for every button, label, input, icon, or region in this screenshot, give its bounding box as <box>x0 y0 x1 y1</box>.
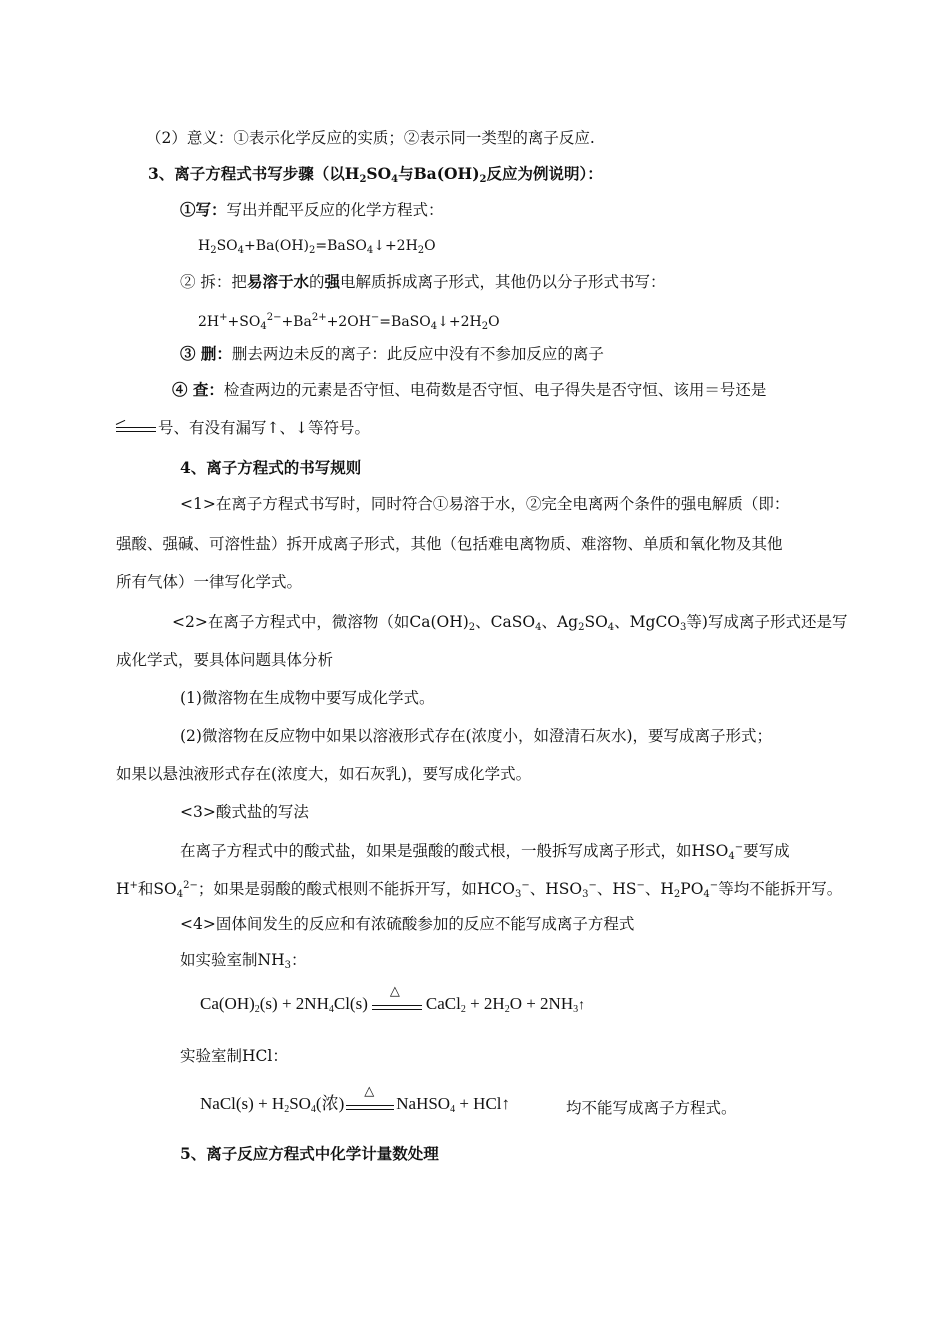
hcl-caption: 实验室制HCl： <box>180 1047 288 1065</box>
equation-nh3: $Ca(OH)_2(s) + 2NH_4Cl(s)$ △ CaCl$_2$ + $2H_2O$ + $2NH_3↑$ <box>200 983 586 1015</box>
equation-ionic: $2H^++SO_4^{2-}+Ba^{2+}+2OH^-=BaSO_4↓+2H_2O$ <box>198 312 500 332</box>
step-write: ①写：写出并配平反应的化学方程式： <box>180 200 444 219</box>
rule-2-point-1: (1)微溶物在生成物中要写成化学式。 <box>180 689 435 707</box>
rule-3-title: <3>酸式盐的写法 <box>180 803 309 821</box>
rule-4-title: <4>固体间发生的反应和有浓硫酸参加的反应不能写成离子方程式 <box>180 915 635 933</box>
heat-symbol-icon: △ <box>364 1083 375 1098</box>
nh3-caption: 如实验室制$NH_3$： <box>180 951 307 971</box>
equation-note: 均不能写成离子方程式。 <box>566 1099 737 1117</box>
reaction-equals-sign <box>372 1005 422 1010</box>
step-check: ④ 查：检查两边的元素是否守恒、电荷数是否守恒、电子得失是否守恒、该用＝号还是 <box>172 380 767 399</box>
meaning-line: （2）意义：①表示化学反应的实质；②表示同一类型的离子反应. <box>146 129 595 147</box>
rule-1-line-1: <1>在离子方程式书写时，同时符合①易溶于水，②完全电离两个条件的强电解质（即： <box>180 495 790 513</box>
equation-molecular: $H_2SO_4+Ba(OH)_2=BaSO_4↓+2H_2O$ <box>198 238 436 256</box>
rule-2-point-2: (2)微溶物在反应物中如果以溶液形式存在(浓度小，如澄清石灰水)，要写成离子形式； <box>180 727 773 745</box>
section-3-title: 3、离子方程式书写步骤（以$H_2SO_4$与$Ba(OH)_2$反应为例说明）： <box>148 164 603 185</box>
rule-3-line-1: 在离子方程式中的酸式盐，如果是强酸的酸式根，一般拆写成离子形式，如$HSO_4^-$要写成 <box>180 842 790 862</box>
equation-hcl: NaCl(s) + $H_2SO_4$(浓) △ NaHSO$_4$ + HCl↑ <box>200 1083 511 1115</box>
heat-symbol-icon: △ <box>389 983 400 998</box>
step-check-cont: 号、有没有漏写↑、↓等符号。 <box>116 418 370 438</box>
equilibrium-arrow-icon <box>116 423 158 435</box>
rule-1-line-2: 强酸、强碱、可溶性盐）拆开成离子形式，其他（包括难电离物质、难溶物、单质和氧化物及其他 <box>116 535 783 553</box>
rule-2-point-2-cont: 如果以悬浊液形式存在(浓度大，如石灰乳)，要写成化学式。 <box>116 765 532 783</box>
section-5-title: 5、离子反应方程式中化学计量数处理 <box>180 1144 439 1163</box>
reaction-equals-sign <box>346 1105 394 1110</box>
step-split: ② 拆：把易溶于水的强电解质拆成离子形式，其他仍以分子形式书写： <box>180 272 666 291</box>
section-4-title: 4、离子方程式的书写规则 <box>180 458 362 477</box>
step-delete: ③ 删：删去两边未反的离子：此反应中没有不参加反应的离子 <box>180 344 604 363</box>
rule-1-line-3: 所有气体）一律写化学式。 <box>116 573 303 591</box>
rule-2-line-1: <2>在离子方程式中，微溶物（如$Ca(OH)_2$、CaSO$_4$、$Ag_2SO_4$、MgCO$_3$等)写成离子形式还是写 <box>172 613 848 633</box>
rule-3-line-2: H+和$SO_4^{2-}$；如果是弱酸的酸式根则不能拆开写，如$HCO_3^-$、$HSO_3^-$、HS−、$H_2PO_4^-$等均不能拆开写。 <box>116 880 843 900</box>
rule-2-line-2: 成化学式，要具体问题具体分析 <box>116 651 334 669</box>
